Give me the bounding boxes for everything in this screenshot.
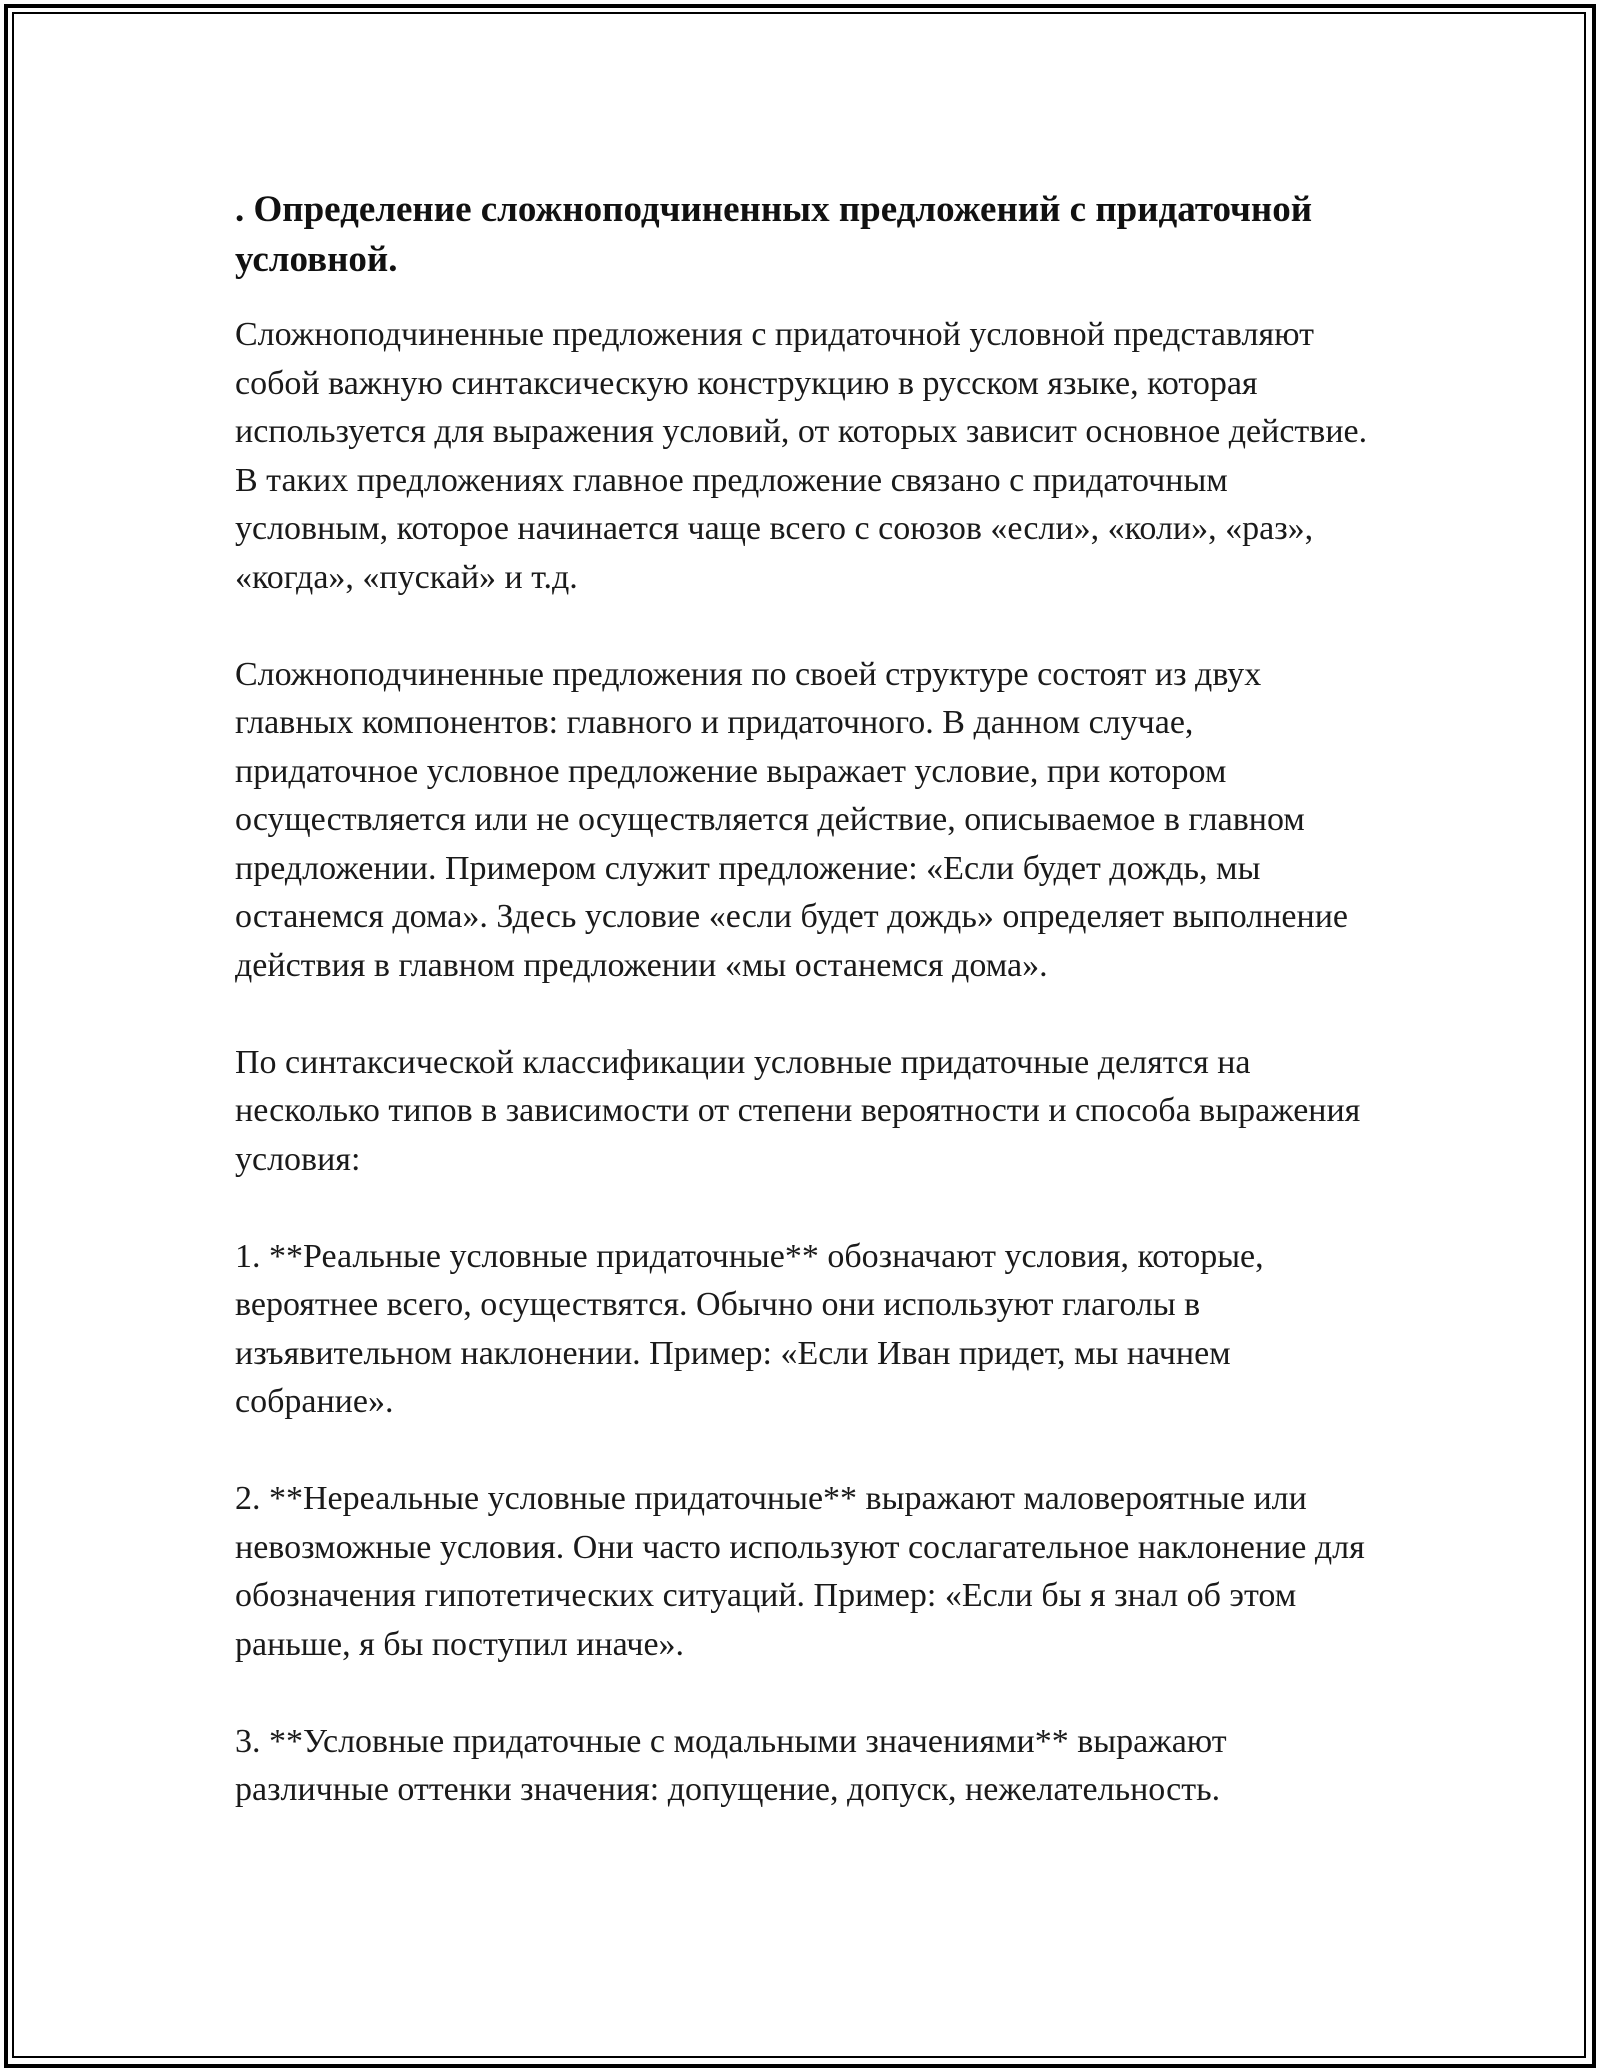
list-item-modal-conditions: 3. **Условные придаточные с модальными значениями** выражают различные оттенки значения: допущение, допуск, нежелательность.	[235, 1722, 1227, 1808]
document-title: . Определение сложноподчиненных предложений с придаточной условной.	[235, 189, 1313, 280]
paragraph-definition: Сложноподчиненные предложения с придаточной условной представляют собой важную синтаксическую конструкцию в русском языке, которая используется для выражения условий, от которых зависит основное действие. В таких предложениях главное предложение связано с придаточным условным, которое начинается чаще всего с союзов «если», «коли», «раз», «когда», «пускай» и т.д.	[235, 316, 1368, 596]
list-item-real-conditions: 1. **Реальные условные придаточные** обозначают условия, которые, вероятнее всего, осуществятся. Обычно они используют глаголы в изъявительном наклонении. Пример: «Если Иван придет, мы начнем собрание».	[235, 1237, 1264, 1420]
list-item-unreal-conditions: 2. **Нереальные условные придаточные** выражают маловероятные или невозможные условия. Они часто используют сослагательное наклонение для обозначения гипотетических ситуаций. Пример: «Если бы я знал об этом раньше, я бы поступил иначе».	[235, 1480, 1365, 1663]
document-body	[235, 185, 1385, 1863]
paragraph-classification: По синтаксической классификации условные придаточные делятся на несколько типов в зависимости от степени вероятности и способа выражения условия:	[235, 1043, 1361, 1178]
paragraph-structure: Сложноподчиненные предложения по своей структуре состоят из двух главных компонентов: главного и придаточного. В данном случае, придаточное условное предложение выражает условие, при котором осуществляется или не осуществляется действие, описываемое в главном предложении. Примером служит предложение: «Если будет дождь, мы останемся дома». Здесь условие «если будет дождь» определяет выполнение действия в главном предложении «мы останемся дома».	[235, 655, 1348, 984]
